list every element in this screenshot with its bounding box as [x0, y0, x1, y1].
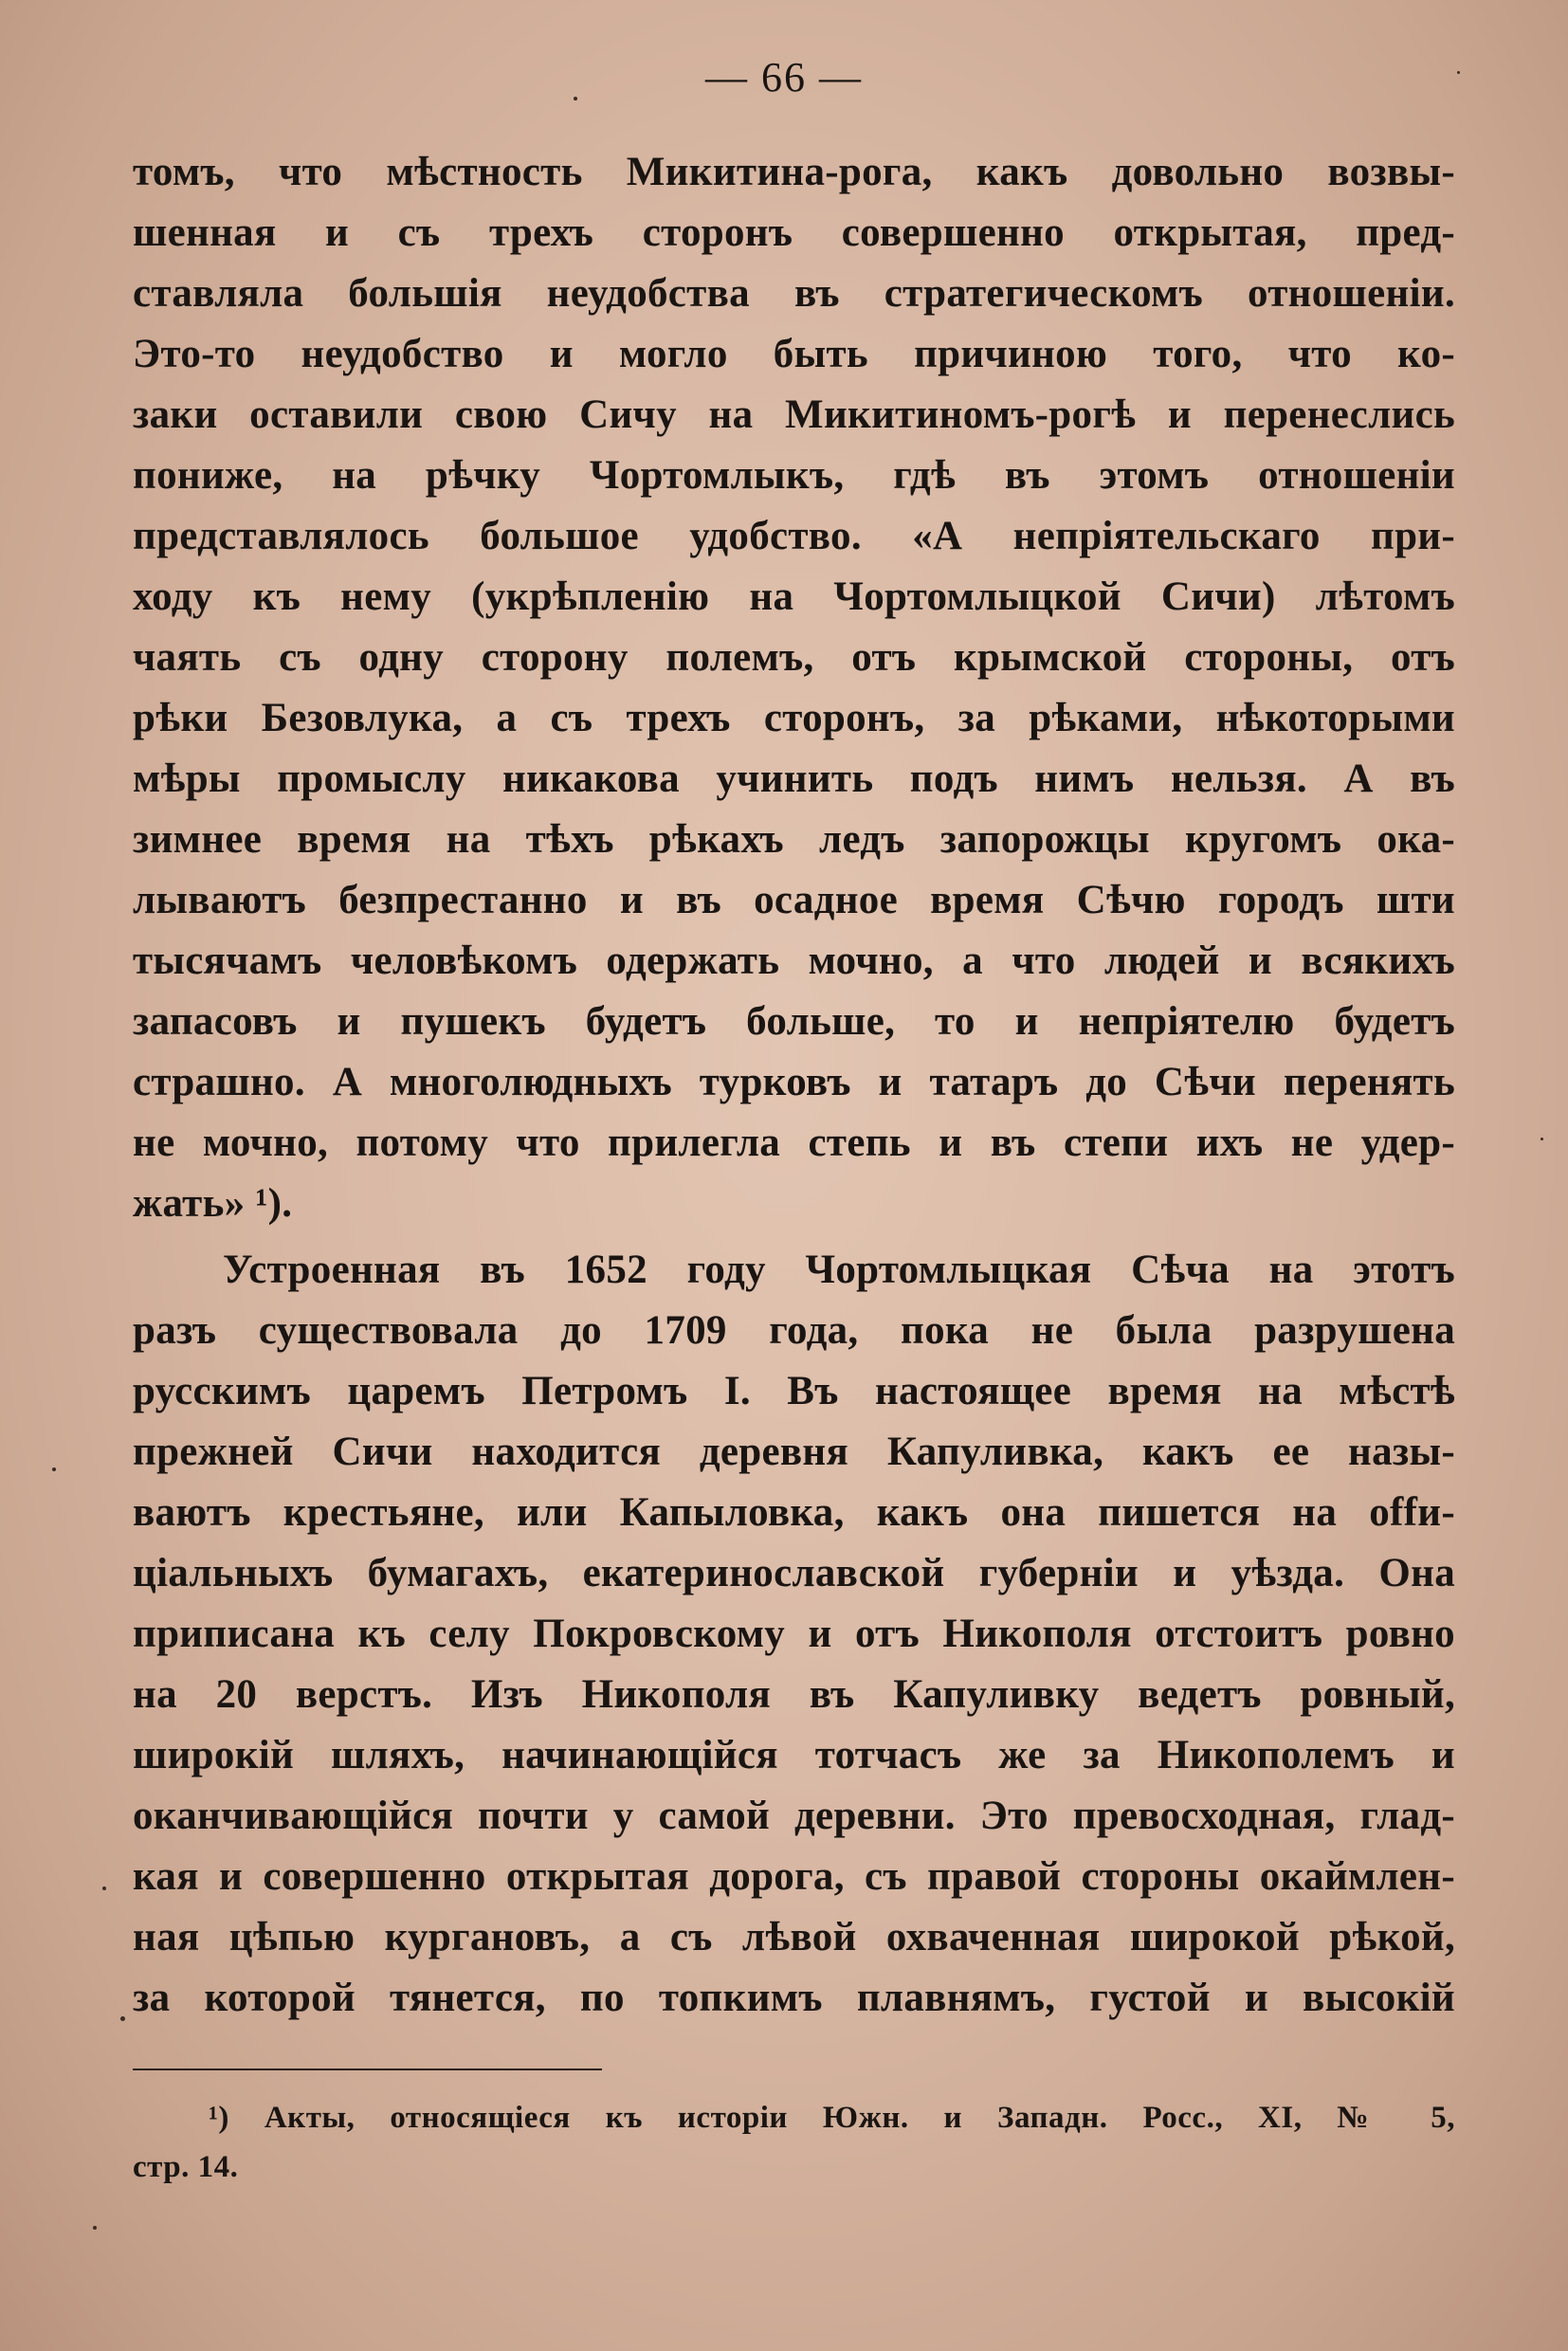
text-line: зимнее время на тѣхъ рѣкахъ ледъ запорожцы кругомъ ока-: [133, 817, 1455, 862]
text-line: русскимъ царемъ Петромъ I. Въ настоящее время на мѣстѣ: [133, 1369, 1455, 1413]
text-line: мѣры промыслу никакова учинить подъ нимъ нельзя. А въ: [133, 756, 1455, 801]
footnote-line: стр. 14.: [133, 2150, 239, 2184]
text-line: шенная и съ трехъ сторонъ совершенно открытая, пред-: [133, 210, 1455, 255]
text-line: оканчивающійся почти у самой деревни. Это превосходная, глад-: [133, 1794, 1455, 1838]
text-line: томъ, что мѣстность Микитина-рога, какъ довольно возвы-: [133, 150, 1455, 194]
text-line: на 20 верстъ. Изъ Никополя въ Капуливку ведетъ ровный,: [133, 1672, 1455, 1717]
text-line: представлялось большое удобство. «А непріятельскаго при-: [133, 514, 1455, 558]
page-number: — 66 —: [705, 54, 863, 100]
text-line: разъ существовала до 1709 года, пока не была разрушена: [133, 1308, 1455, 1353]
footnote: [133, 2093, 1455, 2192]
paragraph: [133, 142, 1455, 1234]
text-line: рѣки Безовлука, а съ трехъ сторонъ, за рѣками, нѣкоторыми: [133, 696, 1455, 740]
text-line: за которой тянется, по топкимъ плавнямъ, густой и высокій: [133, 1976, 1455, 2020]
paper-speck: [120, 2016, 125, 2021]
body-text: [133, 142, 1455, 2029]
text-line: кая и совершенно открытая дорога, съ правой стороны окаймлен-: [133, 1854, 1455, 1899]
text-line: ставляла большія неудобства въ стратегическомъ отношеніи.: [133, 271, 1455, 316]
text-line: запасовъ и пушекъ будетъ больше, то и непріятелю будетъ: [133, 999, 1455, 1044]
paper-speck: [574, 97, 577, 100]
text-line: чаять съ одну сторону полемъ, отъ крымской стороны, отъ: [133, 635, 1455, 680]
text-line: Устроенная въ 1652 году Чортомлыцкая Сѣча на этотъ: [223, 1248, 1455, 1292]
text-line: заки оставили свою Сичу на Микитиномъ-рогѣ и перенеслись: [133, 392, 1455, 437]
paper-speck: [1457, 71, 1460, 74]
text-line: Это-то неудобство и могло быть причиною того, что ко-: [133, 332, 1455, 376]
footnote-line: ¹) Акты, относящіеся къ исторіи Южн. и Западн. Росс., XI, № 5,: [209, 2101, 1455, 2135]
text-line: прежней Сичи находится деревня Капуливка, какъ ее назы-: [133, 1430, 1455, 1474]
text-line: широкій шляхъ, начинающійся тотчасъ же за Никополемъ и: [133, 1733, 1455, 1777]
text-line: ходу къ нему (укрѣпленію на Чортомлыцкой Сичи) лѣтомъ: [133, 574, 1455, 619]
paper-speck: [52, 1467, 56, 1471]
paragraph: [133, 1240, 1455, 2029]
text-line: приписана къ селу Покровскому и отъ Никополя отстоитъ ровно: [133, 1612, 1455, 1656]
paper-speck: [1541, 1138, 1543, 1140]
text-line: страшно. А многолюдныхъ турковъ и татаръ до Сѣчи перенять: [133, 1060, 1455, 1104]
text-line: пониже, на рѣчку Чортомлыкъ, гдѣ въ этомъ отношеніи: [133, 453, 1455, 498]
text-line: ная цѣпью кургановъ, а съ лѣвой охваченная широкой рѣкой,: [133, 1915, 1455, 1959]
text-line: ціальныхъ бумагахъ, екатеринославской губерніи и уѣзда. Она: [133, 1551, 1455, 1595]
paper-speck: [102, 1886, 106, 1890]
text-line: ваютъ крестьяне, или Капыловка, какъ она пишется на offи-: [133, 1490, 1455, 1535]
footnote-divider: [133, 2069, 602, 2070]
text-line: тысячамъ человѣкомъ одержать мочно, а что людей и всякихъ: [133, 939, 1455, 983]
text-line: лываютъ безпрестанно и въ осадное время Сѣчю городъ шти: [133, 878, 1455, 922]
text-line: жать» ¹).: [133, 1181, 293, 1226]
text-line: не мочно, потому что прилегла степь и въ степи ихъ не удер-: [133, 1121, 1455, 1165]
paper-speck: [93, 2226, 97, 2230]
